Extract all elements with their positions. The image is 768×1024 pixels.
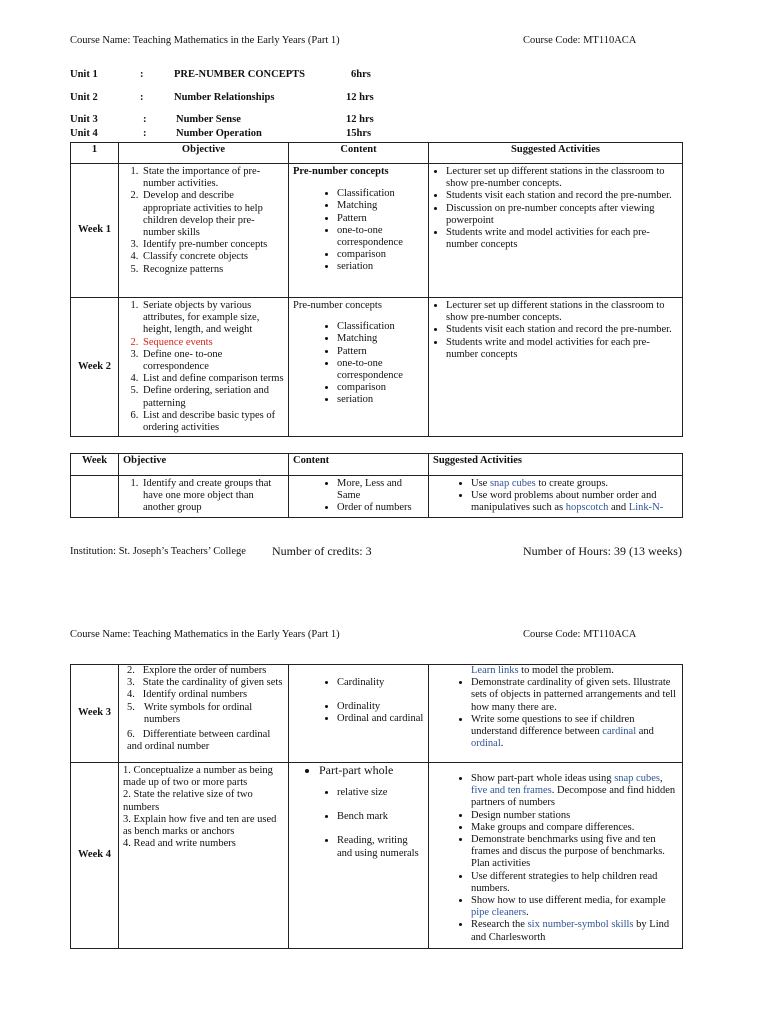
- activities-cell: [429, 763, 683, 949]
- objectives-cell: [119, 665, 289, 763]
- content-item: • Pattern: [337, 213, 424, 225]
- content-item: • one-to-one correspondence: [337, 358, 424, 382]
- unit-separator: :: [143, 114, 147, 125]
- content-item: • Classification: [337, 188, 424, 200]
- week-label: Week 3: [71, 665, 119, 763]
- unit-title: Number Relationships: [174, 92, 275, 103]
- unit-separator: :: [140, 69, 144, 80]
- content-item: • Order of numbers: [337, 502, 424, 514]
- activity-item: • Use different strategies to help children read numbers.: [471, 871, 678, 895]
- content-item: • one-to-one correspondence: [337, 225, 424, 249]
- objective-item: 1. Conceptualize a number as being made up of two or more parts: [123, 765, 273, 789]
- week-label: Week 2: [71, 298, 119, 437]
- objective-item: 6. List and describe basic types of ordering activities: [141, 410, 284, 434]
- objective-item: 2. Explore the order of numbers: [127, 665, 267, 676]
- syllabus-table-weeks-1-2: [70, 142, 683, 437]
- objective-item: 2. Develop and describe appropriate activities to help children develop their pre-number skills: [141, 190, 284, 239]
- content-item: • Reading, writing and using numerals: [337, 835, 424, 859]
- unit-title: PRE-NUMBER CONCEPTS: [174, 69, 305, 80]
- objective-item: 1. State the importance of pre-number activities.: [141, 166, 284, 190]
- objective-item: 5. Write symbols for ordinal numbers: [127, 701, 253, 725]
- unit-label: Unit 3: [70, 114, 98, 125]
- objectives-cell: [119, 476, 289, 518]
- link-n-learn-link[interactable]: Link-N-: [628, 502, 664, 514]
- activity-item: • Use word problems about number order and manipulatives such as hopscotch and Link-N-: [471, 490, 678, 514]
- course-code-header: Course Code: MT110ACA: [523, 629, 637, 640]
- unit-separator: :: [140, 92, 144, 103]
- objective-item: 6. Differentiate between cardinal and ordinal number: [127, 729, 271, 753]
- activity-item: • Students write and model activities for each pre-number concepts: [446, 227, 678, 251]
- content-lead-item: • Part-part whole: [319, 763, 424, 777]
- activities-cell: [429, 298, 683, 437]
- objective-item: 1. Identify and create groups that have one more object than another group: [141, 478, 284, 515]
- activities-cell: [429, 665, 683, 763]
- activity-continuation: Learn links to model the problem.: [471, 665, 614, 676]
- table-header-activities: Suggested Activities: [429, 454, 683, 476]
- activity-item: • Demonstrate cardinality of given sets. Illustrate sets of objects in patterned arrangements and tell how many there are.: [471, 677, 678, 714]
- unit-row: [70, 69, 690, 83]
- activity-item: • Students visit each station and record the pre-number.: [446, 190, 678, 202]
- table-row-week-1: [71, 164, 683, 298]
- activity-item: • Students visit each station and record the pre-number.: [446, 324, 678, 336]
- activity-item: • Demonstrate benchmarks using five and ten frames and discus the purpose of benchmarks. Plan activities: [471, 834, 678, 871]
- activity-item: • Design number stations: [471, 810, 678, 822]
- course-name-header: Course Name: Teaching Mathematics in the Early Years (Part 1): [70, 629, 340, 640]
- table-header-content: Content: [289, 454, 429, 476]
- table-header-week: Week: [71, 454, 119, 476]
- content-item: • Matching: [337, 200, 424, 212]
- week-label-empty: [71, 476, 119, 518]
- content-item: • More, Less and Same: [337, 478, 424, 502]
- objective-item: 2. State the relative size of two numbers: [123, 789, 253, 813]
- hours-footer: Number of Hours: 39 (13 weeks): [523, 544, 682, 558]
- objective-item: 4. Identify ordinal numbers: [127, 689, 248, 701]
- content-cell: [289, 164, 429, 298]
- content-item: • Bench mark: [337, 811, 424, 823]
- credits-footer: Number of credits: 3: [272, 544, 372, 558]
- table-row-week-3: [71, 665, 683, 763]
- content-item: • Classification: [337, 321, 424, 333]
- content-item: • relative size: [337, 787, 424, 799]
- content-title: Pre-number concepts: [293, 300, 382, 311]
- content-title: Pre-number concepts: [293, 166, 389, 177]
- five-ten-frames-link[interactable]: five and ten frames: [471, 785, 552, 797]
- objectives-cell: [119, 298, 289, 437]
- content-cell: [289, 665, 429, 763]
- cardinal-link[interactable]: cardinal: [602, 726, 637, 738]
- syllabus-table-week-3-start: [70, 453, 683, 518]
- content-item: • Pattern: [337, 346, 424, 358]
- activity-item: • Write some questions to see if children understand difference between cardinal and ordinal.: [471, 714, 678, 751]
- week-label: Week 1: [71, 164, 119, 298]
- table-row-week-3-part: [71, 476, 683, 518]
- content-cell: [289, 763, 429, 949]
- unit-label: Unit 4: [70, 128, 98, 139]
- objective-item: 3. State the cardinality of given sets: [127, 677, 283, 689]
- week-label: Week 4: [71, 763, 119, 949]
- activity-item: • Students write and model activities for each pre-number concepts: [446, 337, 678, 361]
- content-item: • Cardinality: [337, 677, 424, 689]
- activity-item: • Research the six number-symbol skills by Lind and Charlesworth: [471, 919, 678, 943]
- activity-item: • Show part-part whole ideas using snap cubes, five and ten frames. Decompose and find hidden partners of numbers: [471, 773, 678, 810]
- unit-hours: 12 hrs: [346, 92, 374, 103]
- activity-item: • Discussion on pre-number concepts after viewing powerpoint: [446, 203, 678, 227]
- content-item: • comparison: [337, 382, 424, 394]
- objective-item: 1. Seriate objects by various attributes, for example size, height, length, and weight: [141, 300, 284, 337]
- content-cell: [289, 476, 429, 518]
- objective-item: 4. List and define comparison terms: [141, 373, 284, 385]
- activity-item: • Lecturer set up different stations in the classroom to show pre-number concepts.: [446, 300, 678, 324]
- objective-item: 3. Define one- to-one correspondence: [141, 349, 284, 373]
- snap-cubes-link[interactable]: snap cubes: [489, 478, 536, 489]
- activity-item: • Use snap cubes to create groups.: [471, 478, 678, 490]
- objective-item: 4. Classify concrete objects: [141, 251, 284, 263]
- objective-item: 5. Define ordering, seriation and patterning: [141, 385, 284, 409]
- activity-item: • Show how to use different media, for example pipe cleaners.: [471, 895, 678, 919]
- content-item: • comparison: [337, 249, 424, 261]
- syllabus-table-weeks-3-4: [70, 664, 683, 949]
- table-row-week-4: [71, 763, 683, 949]
- unit-label: Unit 1: [70, 69, 98, 80]
- unit-title: Number Sense: [176, 114, 241, 125]
- table-header-objective: Objective: [119, 454, 289, 476]
- unit-hours: 12 hrs: [346, 114, 374, 125]
- table-header-content: Content: [289, 143, 429, 164]
- table-header-number: 1: [71, 143, 119, 164]
- content-item: • seriation: [337, 261, 424, 273]
- table-header-objective: Objective: [119, 143, 289, 164]
- activities-cell: [429, 164, 683, 298]
- activity-item: • Lecturer set up different stations in the classroom to show pre-number concepts.: [446, 166, 678, 190]
- objective-item: 3. Identify pre-number concepts: [141, 239, 284, 251]
- institution-footer: Institution: St. Joseph’s Teachers’ College: [70, 546, 246, 557]
- number-symbol-skills-link[interactable]: six number-symbol skills: [527, 919, 634, 931]
- content-item: • Matching: [337, 333, 424, 345]
- unit-row: [70, 114, 690, 128]
- course-code-header: Course Code: MT110ACA: [523, 35, 637, 46]
- table-row-week-2: [71, 298, 683, 437]
- pipe-cleaners-link[interactable]: pipe cleaners: [471, 907, 527, 919]
- unit-separator: :: [143, 128, 147, 139]
- objective-item-highlighted: 2. Sequence events: [141, 337, 284, 349]
- hopscotch-link[interactable]: hopscotch: [565, 502, 609, 514]
- unit-title: Number Operation: [176, 128, 262, 139]
- unit-label: Unit 2: [70, 92, 98, 103]
- activity-item: • Make groups and compare differences.: [471, 822, 678, 834]
- ordinal-link[interactable]: ordinal: [471, 738, 501, 750]
- learn-links-link[interactable]: Learn links: [471, 665, 519, 676]
- activities-cell: [429, 476, 683, 518]
- objectives-cell: [119, 763, 289, 949]
- unit-hours: 6hrs: [351, 69, 371, 80]
- unit-hours: 15hrs: [346, 128, 372, 139]
- unit-row: [70, 92, 690, 106]
- objective-item: 4. Read and write numbers: [123, 838, 236, 850]
- content-cell: [289, 298, 429, 437]
- snap-cubes-link[interactable]: snap cubes: [614, 773, 660, 784]
- content-item: • Ordinality: [337, 701, 424, 713]
- objective-item: 5. Recognize patterns: [141, 264, 284, 276]
- objective-item: 3. Explain how five and ten are used as bench marks or anchors: [123, 813, 277, 838]
- unit-row: [70, 128, 690, 142]
- course-name-header: Course Name: Teaching Mathematics in the Early Years (Part 1): [70, 35, 340, 46]
- content-item: • seriation: [337, 394, 424, 406]
- content-item: • Ordinal and cardinal: [337, 713, 424, 725]
- objectives-cell: [119, 164, 289, 298]
- table-header-activities: Suggested Activities: [429, 143, 683, 164]
